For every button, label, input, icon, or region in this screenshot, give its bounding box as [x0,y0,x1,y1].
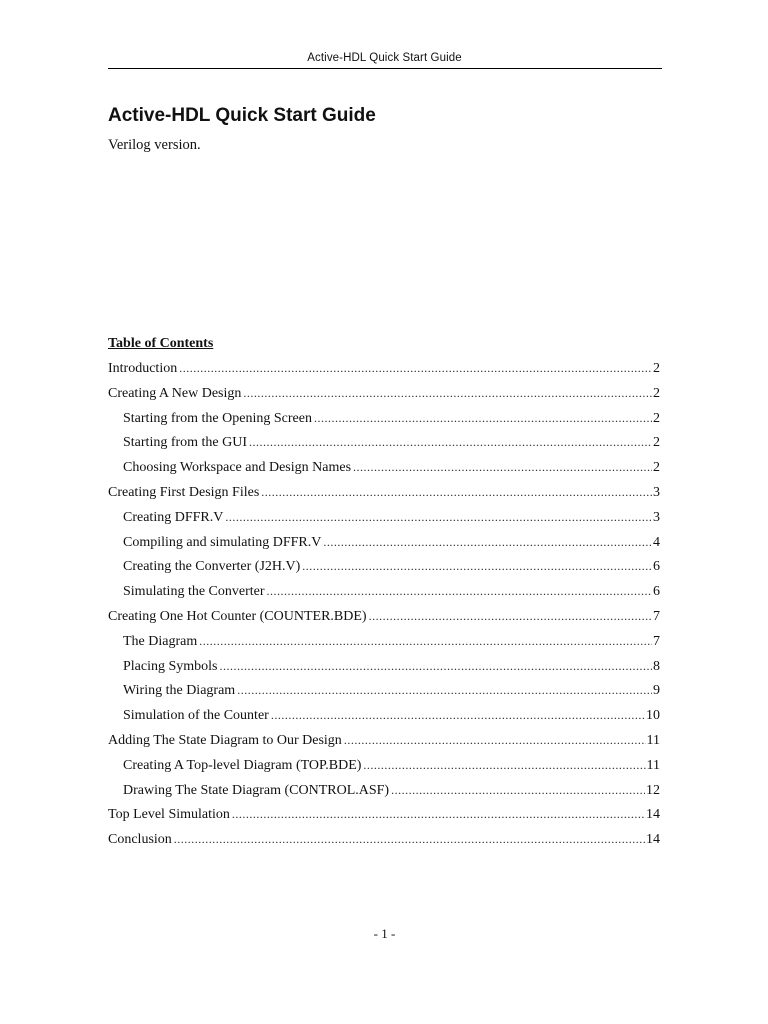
toc-entry[interactable] [108,579,660,604]
toc-entry-title: Creating A New Design [108,385,242,401]
table-of-contents [108,356,660,852]
toc-leader-dots [271,703,645,728]
toc-entry-title: Drawing The State Diagram (CONTROL.ASF) [123,782,390,798]
toc-entry-title: Placing Symbols [123,658,218,674]
toc-entry-title: Choosing Workspace and Design Names [123,460,352,476]
toc-entry-page: 11 [646,732,660,748]
toc-entry-title: Creating First Design Files [108,484,260,500]
toc-leader-dots [225,505,652,530]
toc-entry[interactable] [108,430,660,455]
toc-entry[interactable] [108,802,660,827]
toc-entry-page: 6 [653,584,660,600]
toc-entry-title: Simulation of the Counter [123,708,269,724]
toc-entry-title: Compiling and simulating DFFR.V [123,534,322,550]
toc-leader-dots [243,381,652,406]
toc-entry-page: 2 [653,361,660,376]
toc-entry[interactable] [108,505,660,530]
toc-heading: Table of Contents [108,336,214,351]
toc-entry[interactable] [108,728,660,753]
toc-leader-dots [232,802,645,827]
toc-entry-page: 3 [653,509,660,525]
header-divider [108,68,662,69]
running-header: Active-HDL Quick Start Guide [307,52,462,64]
toc-entry[interactable] [108,356,660,381]
toc-entry-page: 9 [653,683,660,699]
toc-leader-dots [363,753,645,778]
toc-entry-page: 11 [646,757,660,773]
toc-entry-page: 7 [653,608,660,624]
toc-entry-page: 2 [653,460,660,476]
toc-leader-dots [323,530,652,555]
toc-entry-page: 2 [653,385,660,401]
toc-leader-dots [314,406,652,431]
toc-entry[interactable] [108,455,660,480]
toc-entry[interactable] [108,480,660,505]
toc-entry[interactable] [108,678,660,703]
toc-entry-title: Starting from the GUI [123,435,248,451]
toc-entry[interactable] [108,703,660,728]
toc-leader-dots [302,554,652,579]
toc-entry-title: Top Level Simulation [108,807,230,823]
toc-leader-dots [174,827,645,852]
toc-entry-page: 6 [653,559,660,575]
toc-entry-title: Creating the Converter (J2H.V) [123,559,301,575]
toc-entry-title: Creating A Top-level Diagram (TOP.BDE) [123,757,362,773]
toc-leader-dots [237,678,652,703]
toc-entry[interactable] [108,406,660,431]
page-number: - 1 - [373,926,396,941]
toc-leader-dots [261,480,652,505]
toc-leader-dots [199,629,652,654]
toc-entry-title: Simulating the Converter [123,584,265,600]
toc-entry-page: 2 [653,410,660,426]
toc-leader-dots [369,604,652,629]
toc-entry-title: Wiring the Diagram [123,683,236,699]
toc-entry-page: 10 [646,708,660,724]
toc-entry-page: 12 [646,782,660,798]
toc-entry-page: 8 [653,658,660,674]
toc-leader-dots [179,356,652,381]
toc-entry-page: 2 [653,435,660,451]
toc-entry-page: 14 [646,807,660,823]
toc-entry[interactable] [108,827,660,852]
toc-leader-dots [249,430,652,455]
toc-entry-page: 14 [646,832,660,848]
toc-entry[interactable] [108,530,660,555]
toc-entry[interactable] [108,554,660,579]
toc-entry[interactable] [108,381,660,406]
toc-entry-page: 3 [653,484,660,500]
toc-entry-title: Conclusion [108,832,172,848]
document-subtitle: Verilog version. [108,137,201,153]
toc-entry-page: 4 [653,534,660,550]
toc-entry[interactable] [108,778,660,803]
toc-entry-title: Introduction [108,361,178,376]
toc-entry-title: The Diagram [123,633,198,649]
toc-leader-dots [267,579,652,604]
toc-entry-title: Starting from the Opening Screen [123,410,312,426]
toc-leader-dots [344,728,646,753]
toc-leader-dots [391,778,645,803]
toc-entry[interactable] [108,654,660,679]
toc-entry[interactable] [108,629,660,654]
toc-entry-title: Creating DFFR.V [123,509,224,525]
document-title: Active-HDL Quick Start Guide [108,105,376,126]
toc-entry[interactable] [108,753,660,778]
toc-entry[interactable] [108,604,660,629]
toc-leader-dots [220,654,652,679]
toc-entry-page: 7 [653,633,660,649]
toc-entry-title: Adding The State Diagram to Our Design [108,732,342,748]
toc-entry-title: Creating One Hot Counter (COUNTER.BDE) [108,608,367,624]
toc-leader-dots [353,455,652,480]
